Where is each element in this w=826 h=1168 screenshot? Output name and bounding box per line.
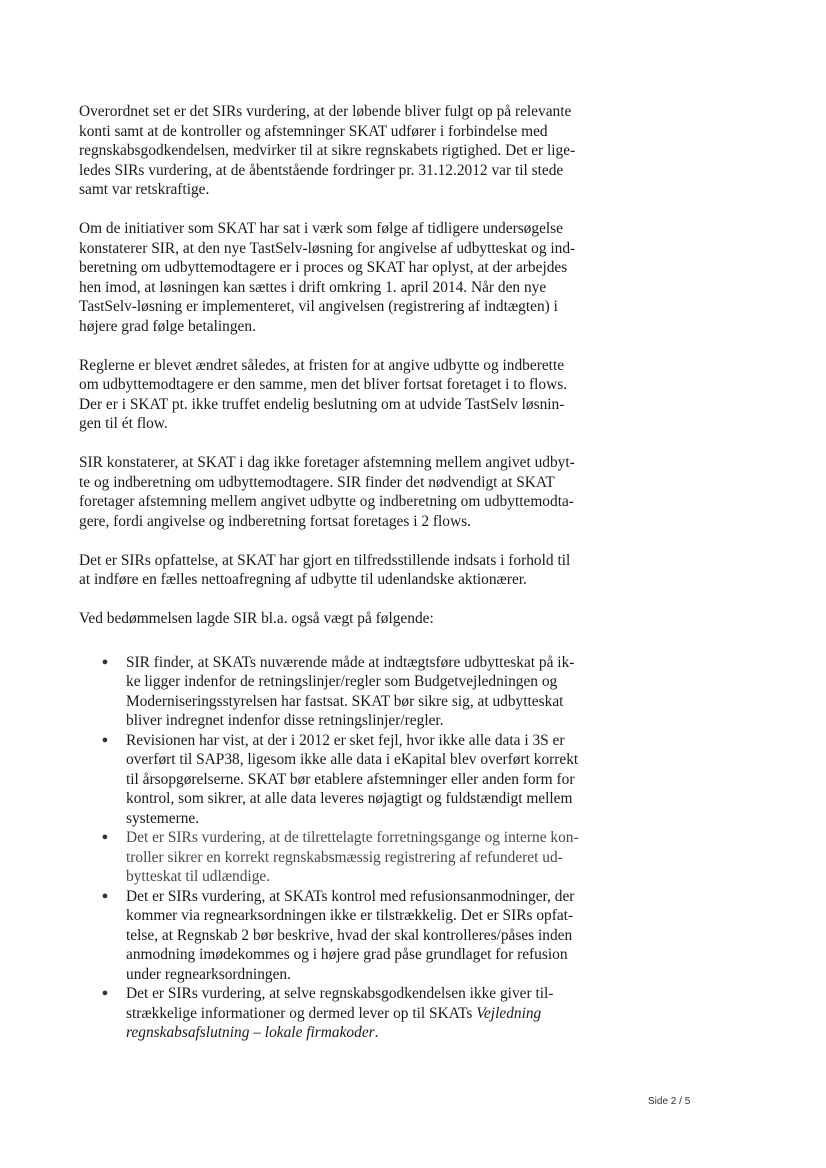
bullet-icon: ● [101, 889, 109, 902]
text-line: kontrol, som sikrer, at alle data leveres nøjagtigt og fuldstændigt mellem [126, 790, 573, 807]
text-line [126, 1023, 639, 1043]
text-line: konti samt at de kontroller og afstemninger SKAT udfører i forbindelse med [79, 122, 548, 140]
text-line: Ved bedømmelsen lagde SIR bl.a. også vægt på følgende: [79, 610, 434, 627]
text-line: te og indberetning om udbyttemodtagere. SIR finder det nødvendigt at SKAT [79, 473, 555, 491]
text-span: . [374, 1024, 379, 1041]
bullet-item [79, 984, 639, 1043]
text-line: gere, fordi angivelse og indberetning fortsat foretages i 2 flows. [79, 512, 471, 530]
paragraph-assessment-intro [79, 609, 639, 629]
text-line: højere grad følge betalingen. [79, 317, 256, 335]
text-line: beretning om udbyttemodtagere er i proces og SKAT har oplyst, at der arbejdes [79, 259, 568, 276]
bullet-item [79, 653, 639, 731]
text-line: anmodning imødekommes og i højere grad påse grundlaget for refusion [126, 946, 568, 963]
text-line: Revisionen har vist, at der i 2012 er sket fejl, hvor ikke alle data i 3S er [126, 731, 565, 749]
text-line: Det er SIRs vurdering, at selve regnskabsgodkendelsen ikke giver til- [126, 985, 554, 1002]
text-line: konstaterer SIR, at den nye TastSelv-løsning for angivelse af udbytteskat og ind- [79, 239, 576, 257]
bullet-item [79, 731, 639, 829]
text-line: gen til ét flow. [79, 415, 168, 432]
page-number: Side 2 / 5 [648, 1096, 691, 1107]
italic-title: regnskabsafslutning – lokale firmakoder [126, 1024, 375, 1041]
text-line [126, 1004, 639, 1024]
text-span: strækkelige informationer og dermed lever op til SKATs [126, 1004, 477, 1022]
bullet-icon: ● [101, 655, 109, 668]
document-body [79, 102, 639, 1043]
text-line: Det er SIRs opfattelse, at SKAT har gjort en tilfredsstillende indsats i forhold til [79, 551, 571, 569]
text-line: hen imod, at løsningen kan sættes i drift omkring 1. april 2014. Når den nye [79, 278, 547, 296]
text-line: Det er SIRs vurdering, at SKATs kontrol med refusionsanmodninger, der [126, 887, 575, 905]
bullet-icon: ● [101, 987, 109, 999]
text-line: om udbyttemodtagere er den samme, men det bliver fortsat foretaget i to flows. [79, 376, 568, 393]
text-line: Det er SIRs vurdering, at de tilrettelagte forretningsgange og interne kon- [126, 829, 579, 846]
text-line: SIR finder, at SKATs nuværende måde at indtægtsføre udbytteskat på ik- [126, 653, 575, 671]
text-line: Om de initiativer som SKAT har sat i værk som følge af tidligere undersøgelse [79, 220, 563, 237]
paragraph-initiatives [79, 219, 639, 336]
bullet-item [79, 887, 639, 985]
text-line: under regnearksordningen. [126, 965, 291, 983]
bullet-icon: ● [101, 733, 109, 746]
text-line: telse, at Regnskab 2 bør beskrive, hvad der skal kontrolleres/påses inden [126, 926, 573, 944]
text-line: Overordnet set er det SIRs vurdering, at der løbende bliver fulgt op på relevante [79, 103, 572, 120]
text-line: bliver indregnet indenfor disse retningslinjer/regler. [126, 712, 444, 729]
paragraph-net-settlement [79, 551, 639, 590]
text-line: SIR konstaterer, at SKAT i dag ikke foretager afstemning mellem angivet udbyt- [79, 454, 575, 471]
text-line: ledes SIRs vurdering, at de åbentstående fordringer pr. 31.12.2012 var til stede [79, 161, 564, 179]
text-line: at indføre en fælles nettoafregning af udbytte til udenlandske aktionærer. [79, 571, 527, 588]
text-line: bytteskat til udlændige. [126, 868, 271, 885]
text-line: troller sikrer en korrekt regnskabsmæssig registrering af refunderet ud- [126, 848, 563, 866]
paragraph-rules [79, 356, 639, 434]
text-line: til årsopgørelserne. SKAT bør etablere afstemninger eller anden form for [126, 770, 575, 788]
text-line: foretager afstemning mellem angivet udbytte og indberetning om udbyttemodta- [79, 493, 574, 510]
paragraph-reconciliation [79, 453, 639, 531]
text-line: kommer via regnearksordningen ikke er tilstrækkelig. Det er SIRs opfat- [126, 907, 574, 924]
text-line: samt var retskraftige. [79, 181, 210, 198]
paragraph-summary [79, 102, 639, 200]
italic-title: Vejledning [476, 1004, 542, 1022]
assessment-bullet-list [79, 653, 639, 1043]
text-line: TastSelv-løsning er implementeret, vil angivelsen (registrering af indtægten) i [79, 298, 558, 315]
text-line: overført til SAP38, ligesom ikke alle data i eKapital blev overført korrekt [126, 751, 579, 768]
text-line: ke ligger indenfor de retningslinjer/regler som Budgetvejledningen og [126, 673, 558, 690]
text-line: regnskabsgodkendelsen, medvirker til at sikre regnskabets rigtighed. Det er lige- [79, 142, 576, 159]
text-line: Der er i SKAT pt. ikke truffet endelig beslutning om at udvide TastSelv løsnin- [79, 395, 565, 413]
bullet-icon: ● [101, 831, 109, 843]
text-line: systemerne. [126, 809, 200, 827]
text-line: Moderniseringsstyrelsen har fastsat. SKAT bør sikre sig, at udbytteskat [126, 692, 564, 710]
bullet-item [79, 828, 639, 887]
text-line: Reglerne er blevet ændret således, at fristen for at angive udbytte og indberette [79, 356, 565, 374]
